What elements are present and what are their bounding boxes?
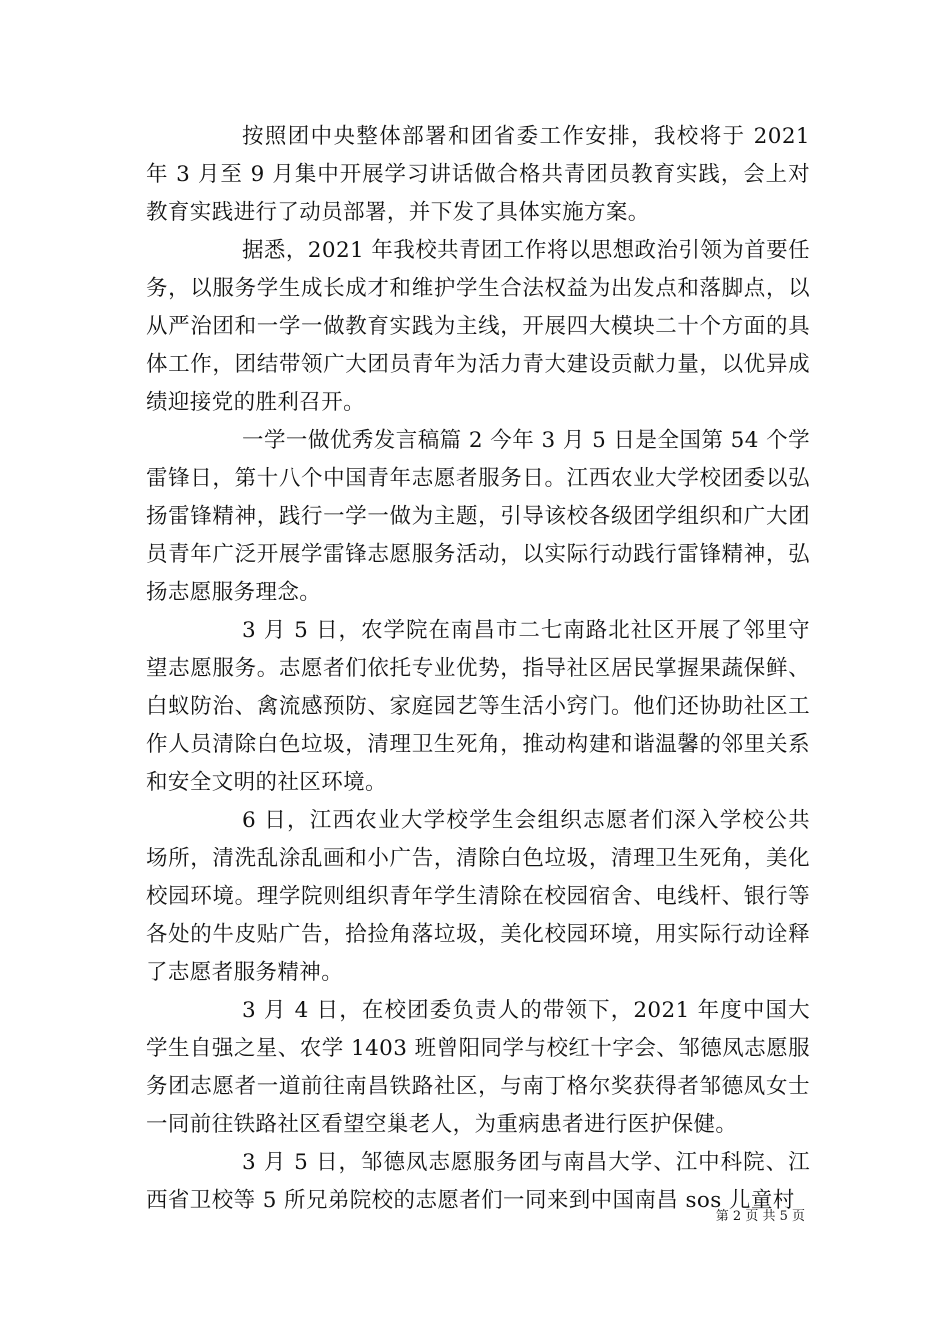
paragraph-5: 6 日，江西农业大学校学生会组织志愿者们深入学校公共场所，清洗乱涂乱画和小广告，清除白色垃圾，清理卫生死角，美化校园环境。理学院则组织青年学生清除在校园宿舍、电线杆、银行等各处的牛皮贴广告，拾捡角落垃圾，美化校园环境，用实际行动诠释了志愿者服务精神。 <box>146 808 810 985</box>
paragraph-1: 按照团中央整体部署和团省委工作安排，我校将于 2021 年 3 月至 9 月集中开展学习讲话做合格共青团员教育实践，会上对教育实践进行了动员部署，并下发了具体实施方案。 <box>146 124 810 225</box>
paragraph-6: 3 月 4 日，在校团委负责人的带领下，2021 年度中国大学生自强之星、农学 1403 班曾阳同学与校红十字会、邹德凤志愿服务团志愿者一道前往南昌铁路社区，与南丁格尔奖获得者邹德凤女士一同前往铁路社区看望空巢老人，为重病患者进行医护保健。 <box>146 998 810 1137</box>
page-number-footer: 第 2 页 共 5 页 <box>715 1209 805 1224</box>
paragraph-7: 3 月 5 日，邹德凤志愿服务团与南昌大学、江中科院、江西省卫校等 5 所兄弟院校的志愿者们一同来到中国南昌 sos 儿童村 <box>146 1150 810 1213</box>
paragraph-2: 据悉，2021 年我校共青团工作将以思想政治引领为首要任务，以服务学生成长成才和维护学生合法权益为出发点和落脚点，以从严治团和一学一做教育实践为主线，开展四大模块二十个方面的具体工作，团结带领广大团员青年为活力青大建设贡献力量，以优异成绩迎接党的胜利召开。 <box>146 238 810 415</box>
document-body <box>146 118 810 1220</box>
paragraph-4: 3 月 5 日，农学院在南昌市二七南路北社区开展了邻里守望志愿服务。志愿者们依托专业优势，指导社区居民掌握果蔬保鲜、白蚁防治、禽流感预防、家庭园艺等生活小窍门。他们还协助社区工作人员清除白色垃圾，清理卫生死角，推动构建和谐温馨的邻里关系和安全文明的社区环境。 <box>146 618 810 795</box>
paragraph-3: 一学一做优秀发言稿篇 2 今年 3 月 5 日是全国第 54 个学雷锋日，第十八个中国青年志愿者服务日。江西农业大学校团委以弘扬雷锋精神，践行一学一做为主题，引导该校各级团学组织和广大团员青年广泛开展学雷锋志愿服务活动，以实际行动践行雷锋精神，弘扬志愿服务理念。 <box>146 428 810 605</box>
